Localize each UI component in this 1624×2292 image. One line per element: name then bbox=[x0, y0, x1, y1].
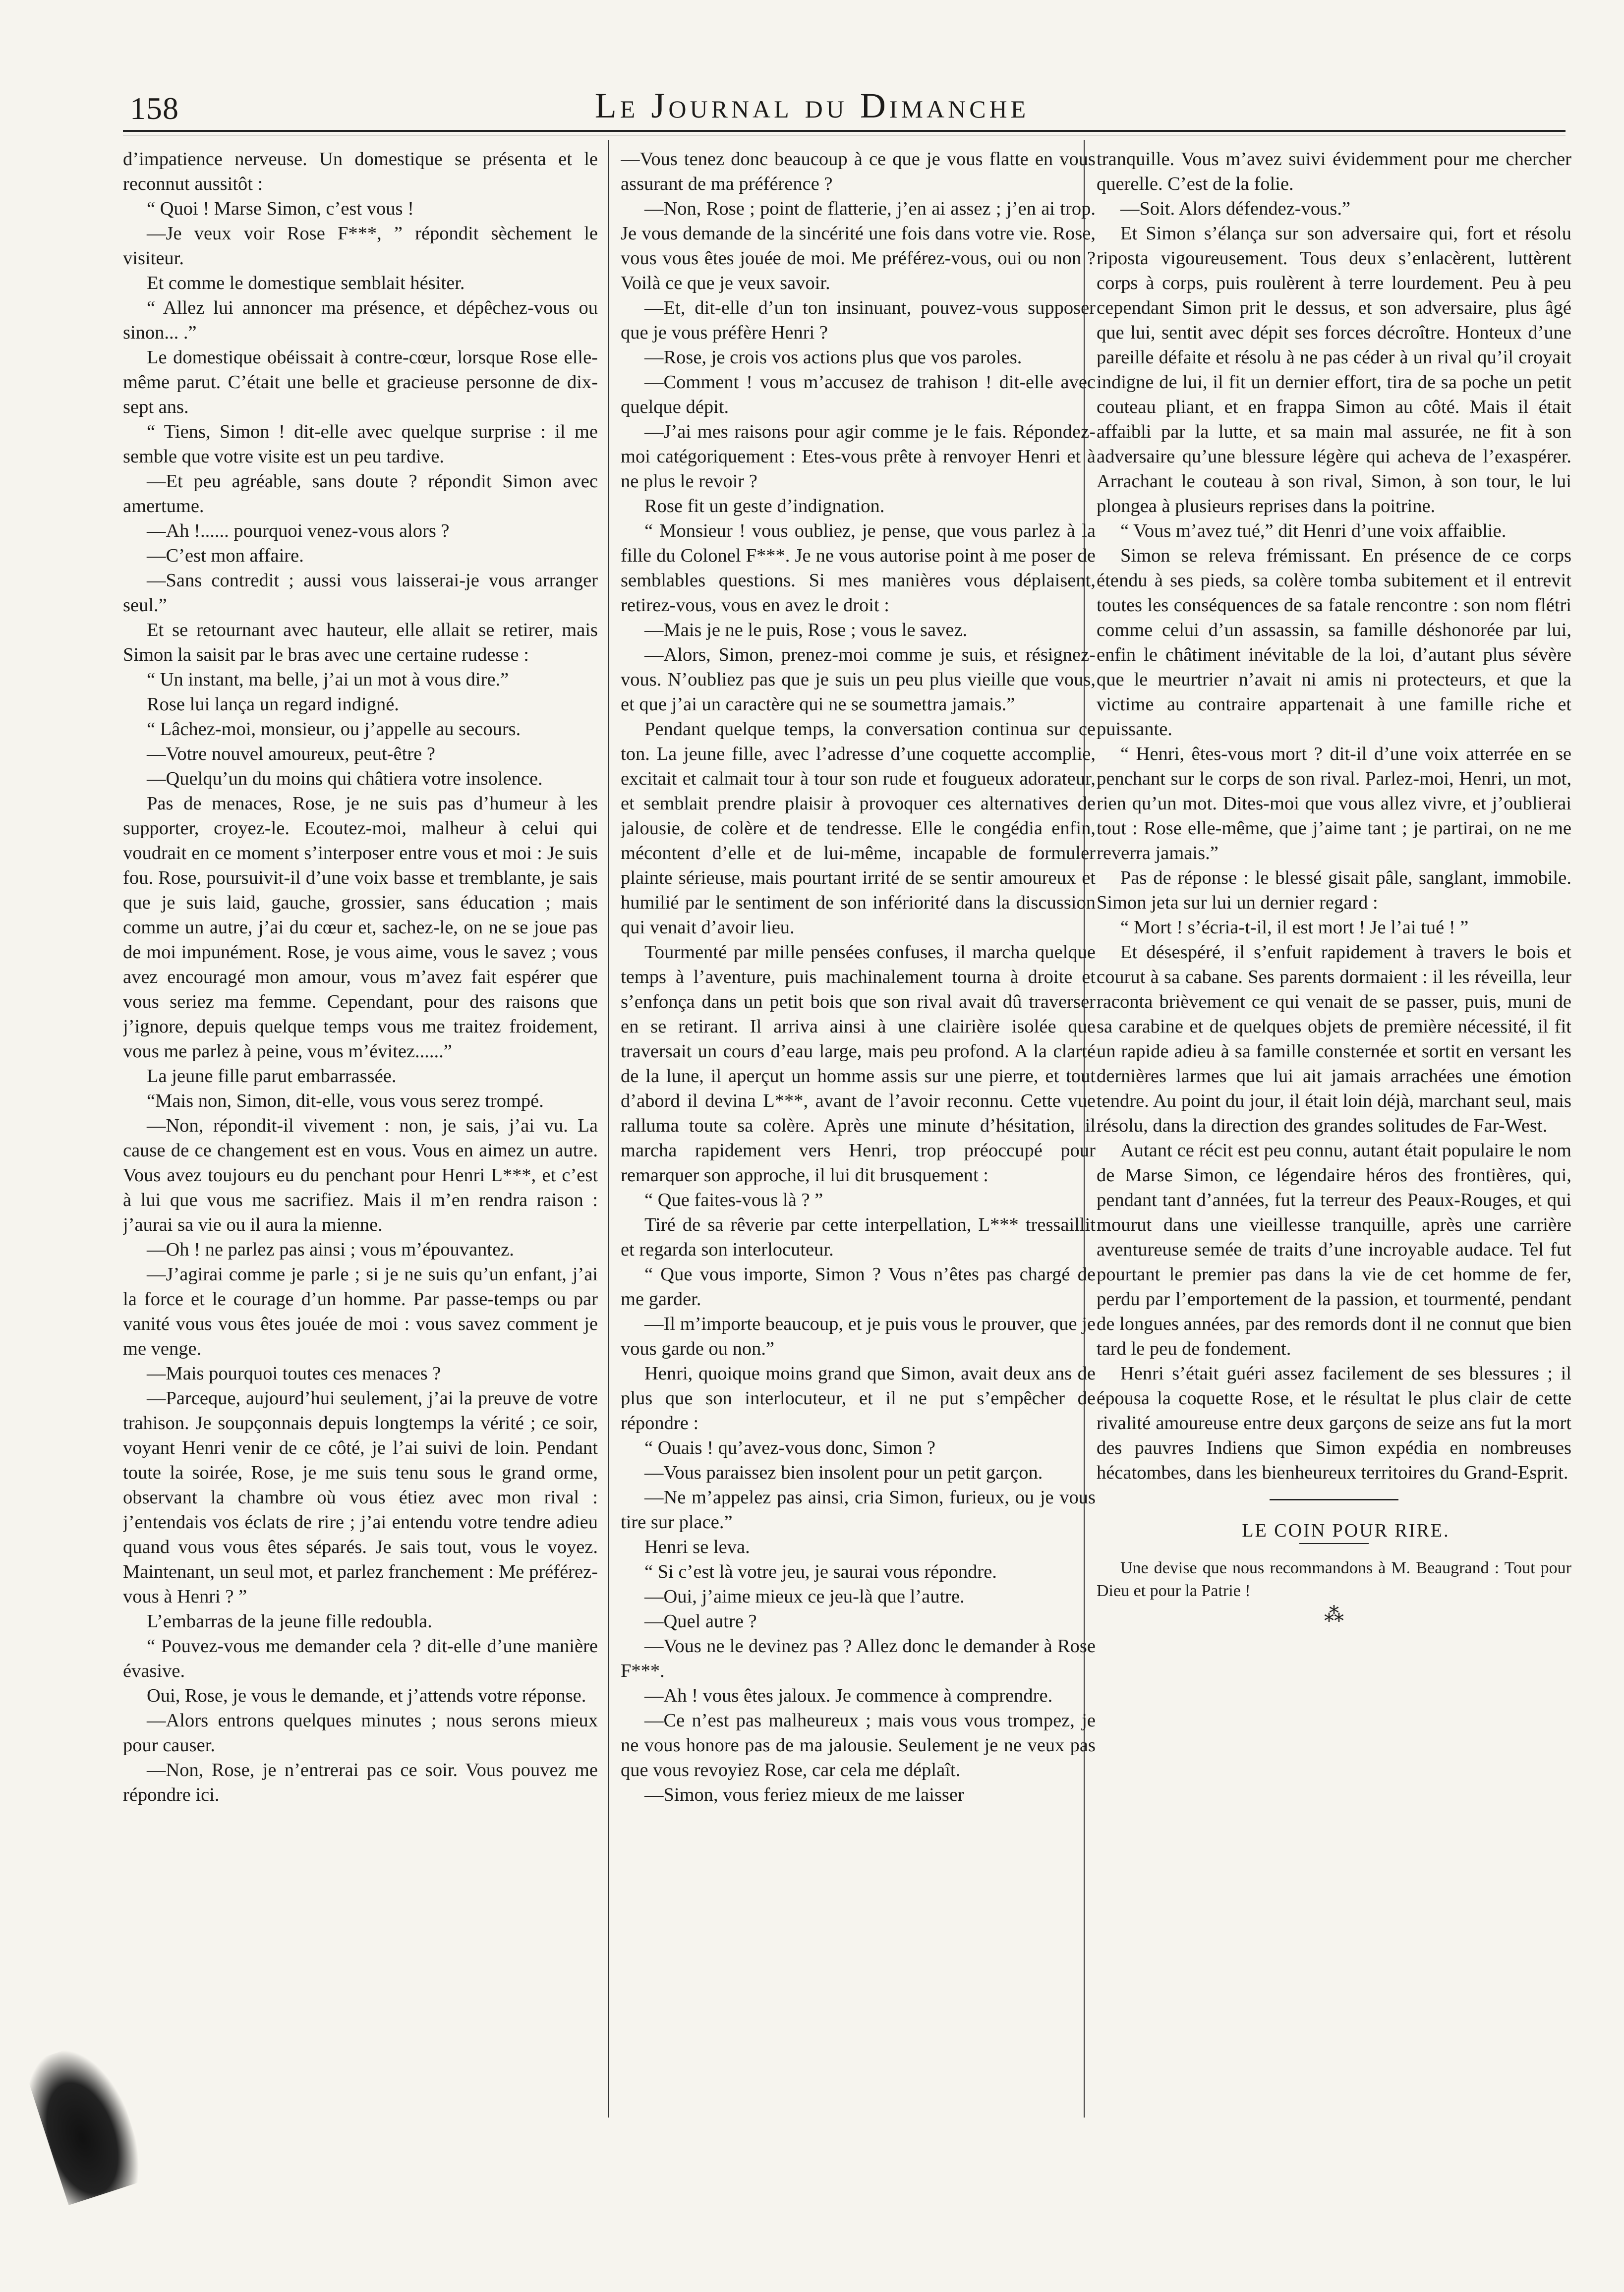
paragraph: —Non, Rose ; point de flatterie, j’en ai assez ; j’en ai trop. Je vous demande de la sincérité une fois dans votre vie. Rose, vous vous êtes jouée de moi. Me préférez-vous, oui ou non ? Voilà ce que je veux savoir. bbox=[621, 198, 1096, 293]
paragraph: —Il m’importe beaucoup, et je puis vous le prouver, que je vous garde ou non.” bbox=[621, 1314, 1096, 1359]
paragraph: Le domestique obéissait à contre-cœur, lorsque Rose elle-même parut. C’était une belle et gracieuse personne de dix-sept ans. bbox=[123, 347, 598, 417]
paragraph: Oui, Rose, je vous le demande, et j’attends votre réponse. bbox=[147, 1685, 586, 1706]
paragraph: —Votre nouvel amoureux, peut-être ? bbox=[147, 744, 435, 764]
paragraph: Et Simon s’élança sur son adversaire qui, fort et résolu riposta vigoureusement. Tous deux s’enlacèrent, luttèrent corps à corps, puis roulèrent à terre lourdement. Peu à peu cependant Simon prit le dessus, et son adversaire, plus âgé que lui, sentit avec dépit ses forces décroître. Honteux d’une pareille défaite et résolu à ne pas céder à un rival qu’il croyait indigne de lui, il fit un dernier effort, tira de sa poche un petit couteau pliant, et en frappa Simon au côté. Mais il était affaibli par la lutte, et sa main mal assurée, ne fit à son adversaire qu’une blessure légère qui acheva de l’exaspérer. Arrachant le couteau à son rival, Simon, à son tour, le lui plongea à plusieurs reprises dans la poitrine. bbox=[1097, 223, 1571, 516]
paragraph: “Mais non, Simon, dit-elle, vous vous serez trompé. bbox=[147, 1090, 544, 1111]
paragraph: Henri, quoique moins grand que Simon, avait deux ans de plus que son interlocuteur, et il ne put s’empêcher de répondre : bbox=[621, 1363, 1096, 1433]
paragraph: —Comment ! vous m’accusez de trahison ! dit-elle avec quelque dépit. bbox=[621, 372, 1096, 417]
section-end-rule bbox=[1270, 1499, 1398, 1500]
paragraph: —Mais pourquoi toutes ces menaces ? bbox=[147, 1363, 441, 1384]
paragraph: Pendant quelque temps, la conversation continua sur ce ton. La jeune fille, avec l’adresse d’une coquette accomplie, excitait et calmait tour à tour son rude et fougueux adorateur, et semblait prendre plaisir à provoquer ces alternatives de jalousie, de colère et de tendresse. Elle le congédia enfin, mécontent d’elle et de lui-même, incapable de formuler plainte sérieuse, mais pourtant irrité de se sentir amoureux et humilié par le sentiment de son infériorité dans la discussion qui venait d’avoir lieu. bbox=[621, 719, 1096, 938]
paragraph: —Soit. Alors défendez-vous.” bbox=[1120, 198, 1351, 219]
text-column-1 bbox=[123, 147, 598, 2263]
paragraph: Et se retournant avec hauteur, elle allait se retirer, mais Simon la saisit par le bras avec une certaine rudesse : bbox=[123, 620, 598, 665]
paragraph: Pas de menaces, Rose, je ne suis pas d’humeur à les supporter, croyez-le. Ecoutez-moi, malheur à celui qui voudrait en ce moment s’interposer entre vous et moi : Je suis fou. Rose, poursuivit-il d’une voix basse et tremblante, je sais que je suis laid, gauche, grossier, sans éducation ; mais comme un autre, j’ai du cœur et, sachez-le, on ne se joue pas de moi impunément. Rose, je vous aime, vous le savez ; vous avez encouragé mon amour, vous m’avez fait espérer que vous seriez ma femme. Cependant, pour des raisons que j’ignore, depuis quelque temps vous me traitez froidement, vous me parlez à peine, vous m’évitez......” bbox=[123, 793, 598, 1062]
paragraph: “ Si c’est là votre jeu, je saurai vous répondre. bbox=[644, 1561, 997, 1582]
paragraph: —Mais je ne le puis, Rose ; vous le savez. bbox=[644, 620, 968, 640]
header-rule bbox=[123, 130, 1566, 135]
paragraph: d’impatience nerveuse. Un domestique se présenta et le reconnut aussitôt : bbox=[123, 149, 598, 194]
paragraph: “ Quoi ! Marse Simon, c’est vous ! bbox=[147, 198, 414, 219]
paragraph: “ Tiens, Simon ! dit-elle avec quelque surprise : il me semble que votre visite est un peu tardive. bbox=[123, 421, 598, 467]
asterism: ⁂ bbox=[1324, 1604, 1344, 1626]
paragraph: Henri se leva. bbox=[644, 1537, 750, 1557]
paragraph: —Oui, j’aime mieux ce jeu-là que l’autre. bbox=[644, 1586, 965, 1607]
paragraph: —Alors entrons quelques minutes ; nous serons mieux pour causer. bbox=[123, 1710, 598, 1756]
paragraph: Henri s’était guéri assez facilement de ses blessures ; il épousa la coquette Rose, et le résultat le plus clair de cette rivalité amoureuse entre deux garçons de seize ans fut la mort des pauvres Indiens que Simon expédia en nombreuses hécatombes, dans les bienheureux territoires du Grand-Esprit. bbox=[1097, 1363, 1571, 1483]
paragraph: Tourmenté par mille pensées confuses, il marcha quelque temps à l’aventure, puis machinalement tourna à droite et s’enfonça dans un petit bois que son rival avait dû traverser en se retirant. Il arriva ainsi à une clairière isolée que traversait un cours d’eau large, mais peu profond. A la clarté de la lune, il aperçut un homme assis sur une pierre, et tout d’abord il devina L***, avant de l’avoir reconnu. Cette vue ralluma toute sa colère. Après une minute d’hésitation, il marcha rapidement vers Henri, trop préoccupé pour remarquer son approche, il lui dit brusquement : bbox=[621, 942, 1096, 1186]
paragraph: “ Que vous importe, Simon ? Vous n’êtes pas chargé de me garder. bbox=[621, 1264, 1096, 1310]
paragraph: —Ah ! vous êtes jaloux. Je commence à comprendre. bbox=[644, 1685, 1053, 1706]
title-underline bbox=[1299, 1543, 1369, 1544]
paragraph: —Rose, je crois vos actions plus que vos paroles. bbox=[644, 347, 1022, 368]
paragraph: Autant ce récit est peu connu, autant était populaire le nom de Marse Simon, ce légendaire héros des frontières, qui, pendant tant d’années, fut la terreur des Peaux-Rouges, et qui mourut dans une vieillesse tranquille, après une carrière aventureuse semée de traits d’une incroyable audace. Tel fut pourtant le premier pas dans la vie de cet homme de fer, perdu par l’emportement de la passion, et tourmenté, pendant de longues années, par des remords dont il ne connut que bien tard le peu de fondement. bbox=[1097, 1140, 1571, 1359]
paragraph: —Ce n’est pas malheureux ; mais vous vous trompez, je ne vous honore pas de ma jalousie. Seulement je ne veux pas que vous revoyiez Rose, car cela me déplaît. bbox=[621, 1710, 1096, 1780]
paragraph: “ Pouvez-vous me demander cela ? dit-elle d’une manière évasive. bbox=[123, 1636, 598, 1681]
paragraph: —Quelqu’un du moins qui châtiera votre insolence. bbox=[147, 768, 543, 789]
paragraph: —J’ai mes raisons pour agir comme je le fais. Répondez-moi catégoriquement : Etes-vous prête à renvoyer Henri et à ne plus le revoir ? bbox=[621, 421, 1096, 492]
paragraph: Tiré de sa rêverie par cette interpellation, L*** tressaillit et regarda son interlocuteur. bbox=[621, 1214, 1096, 1260]
paragraph: —J’agirai comme je parle ; si je ne suis qu’un enfant, j’ai la force et le courage d’un homme. Par passe-temps ou par vanité vous vous êtes jouée de moi : vous savez comment je me venge. bbox=[123, 1264, 598, 1359]
paragraph: —Ne m’appelez pas ainsi, cria Simon, furieux, ou je vous tire sur place.” bbox=[621, 1487, 1096, 1533]
coin-pour-rire-title: LE COIN POUR RIRE. bbox=[1242, 1520, 1450, 1541]
paragraph: “ Un instant, ma belle, j’ai un mot à vous dire.” bbox=[147, 669, 509, 690]
paragraph: —Non, répondit-il vivement : non, je sais, j’ai vu. La cause de ce changement est en vous. Vous en aimez un autre. Vous avez toujours eu du penchant pour Henri L***, et c’est à lui que vous me sacrifiez. Mais il m’en rendra raison : j’aurai sa vie ou il aura la mienne. bbox=[123, 1115, 598, 1235]
paragraph: “ Que faites-vous là ? ” bbox=[644, 1190, 823, 1210]
paragraph: —Alors, Simon, prenez-moi comme je suis, et résignez-vous. N’oubliez pas que je suis un peu plus vieille que vous, et que j’ai un caractère qui ne se soumettra jamais.” bbox=[621, 644, 1096, 715]
paragraph: Et désespéré, il s’enfuit rapidement à travers le bois et courut à sa cabane. Ses parents dormaient : il les réveilla, leur raconta brièvement ce qui venait de se passer, puis, muni de sa carabine et de quelques objets de première nécessité, il fit un rapide adieu à sa famille consternée et sortit en versant les dernières larmes que lui ait jamais arrachées une émotion tendre. Au point du jour, il était loin déjà, marchant seul, mais résolu, dans la direction des grandes solitudes de Far-West. bbox=[1097, 942, 1571, 1136]
paragraph: “ Monsieur ! vous oubliez, je pense, que vous parlez à la fille du Colonel F***. Je ne vous autorise point à me poser de semblables questions. Si mes manières vous déplaisent, retirez-vous, vous en avez le droit : bbox=[621, 520, 1096, 616]
paragraph: L’embarras de la jeune fille redoubla. bbox=[147, 1611, 432, 1632]
paragraph: Pas de réponse : le blessé gisait pâle, sanglant, immobile. Simon jeta sur lui un dernier regard : bbox=[1097, 867, 1571, 913]
paragraph: Rose lui lança un regard indigné. bbox=[147, 694, 399, 715]
paragraph: “ Henri, êtes-vous mort ? dit-il d’une voix atterrée en se penchant sur le corps de son rival. Parlez-moi, Henri, un mot, rien qu’un mot. Dites-moi que vous allez vivre, et j’oublierai tout : Rose elle-même, que j’aime tant ; je partirai, on ne me reverra jamais.” bbox=[1097, 744, 1571, 863]
paragraph: —Sans contredit ; aussi vous laisserai-je vous arranger seul.” bbox=[123, 570, 598, 616]
paragraph: —Simon, vous feriez mieux de me laisser bbox=[644, 1784, 964, 1805]
text-column-3 bbox=[1097, 147, 1571, 2263]
paragraph: Simon se releva frémissant. En présence de ce corps étendu à ses pieds, sa colère tomba subitement et il entrevit toutes les conséquences de sa fatale rencontre : son nom flétri comme celui d’un assassin, sa famille déshonorée par lui, enfin le châtiment inévitable de la loi, d’autant plus sévère que le meurtrier n’avait ni amis ni protecteurs, et que la victime au contraire appartenait à une famille riche et puissante. bbox=[1097, 545, 1571, 740]
paragraph: La jeune fille parut embarrassée. bbox=[147, 1066, 397, 1087]
paragraph: —Vous paraissez bien insolent pour un petit garçon. bbox=[644, 1462, 1043, 1483]
paragraph: —C’est mon affaire. bbox=[147, 545, 304, 566]
paragraph: —Oh ! ne parlez pas ainsi ; vous m’épouvantez. bbox=[147, 1239, 514, 1260]
paragraph: “ Ouais ! qu’avez-vous donc, Simon ? bbox=[644, 1437, 935, 1458]
paragraph: —Quel autre ? bbox=[644, 1611, 757, 1632]
coin-pour-rire-text: Une devise que nous recommandons à M. Beaugrand : Tout pour Dieu et pour la Patrie ! bbox=[1097, 1559, 1571, 1600]
text-column-2 bbox=[621, 147, 1096, 2263]
paragraph: —Vous tenez donc beaucoup à ce que je vous flatte en vous assurant de ma préférence ? bbox=[621, 149, 1096, 194]
paragraph: “ Allez lui annoncer ma présence, et dépêchez-vous ou sinon... .” bbox=[123, 297, 598, 343]
paragraph: Rose fit un geste d’indignation. bbox=[644, 496, 885, 516]
paragraph: “ Mort ! s’écria-t-il, il est mort ! Je l’ai tué ! ” bbox=[1120, 917, 1469, 938]
paragraph: —Et, dit-elle d’un ton insinuant, pouvez-vous supposer que je vous préfère Henri ? bbox=[621, 297, 1096, 343]
paragraph: —Ah !...... pourquoi venez-vous alors ? bbox=[147, 520, 450, 541]
journal-title: Le Journal du Dimanche bbox=[594, 86, 1030, 125]
paragraph: “ Vous m’avez tué,” dit Henri d’une voix affaiblie. bbox=[1120, 520, 1507, 541]
paragraph: Et comme le domestique semblait hésiter. bbox=[147, 273, 465, 293]
column-rule-1 bbox=[608, 140, 609, 2118]
paragraph: —Vous ne le devinez pas ? Allez donc le demander à Rose F***. bbox=[621, 1636, 1096, 1681]
paragraph: —Et peu agréable, sans doute ? répondit Simon avec amertume. bbox=[123, 471, 598, 516]
paragraph: “ Lâchez-moi, monsieur, ou j’appelle au secours. bbox=[147, 719, 521, 740]
paragraph: —Non, Rose, je n’entrerai pas ce soir. Vous pouvez me répondre ici. bbox=[123, 1760, 598, 1805]
paragraph: —Parceque, aujourd’hui seulement, j’ai la preuve de votre trahison. Je soupçonnais depuis longtemps la vérité ; ce soir, voyant Henri venir de ce côté, je l’ai suivi de loin. Pendant toute la soirée, Rose, je me suis tenu sous le grand orme, observant la chambre où vous étiez avec mon rival : j’entendais vos éclats de rire ; j’ai entendu votre tendre adieu quand vous vous êtes séparés. Je sais tout, vous le voyez. Maintenant, un seul mot, et parlez franchement : Me préférez-vous à Henri ? ” bbox=[123, 1388, 598, 1607]
page-number: 158 bbox=[130, 91, 179, 126]
paragraph: tranquille. Vous m’avez suivi évidemment pour me chercher querelle. C’est de la folie. bbox=[1097, 149, 1571, 194]
paragraph: —Je veux voir Rose F***, ” répondit sèchement le visiteur. bbox=[123, 223, 598, 269]
